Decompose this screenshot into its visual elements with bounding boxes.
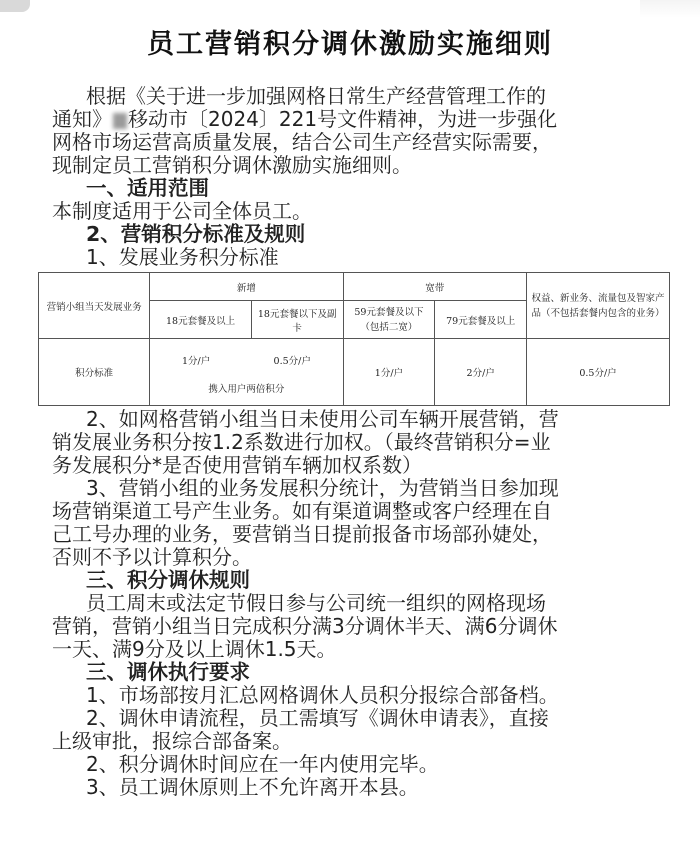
table-col-rights: 权益、新业务、流量包及智家产品（不包括套餐内包含的业务） — [527, 273, 670, 339]
section-4-item-4: 3、员工调休原则上不允许离开本县。 — [86, 775, 419, 799]
corner-shadow-left — [0, 0, 30, 12]
para-2-line-2: 销发展业务积分按1.2系数进行加权。（最终营销积分=业 — [52, 430, 551, 454]
redacted-mark — [113, 113, 127, 129]
table-col-79up: 79元套餐及以上 — [435, 301, 527, 339]
table-score-18up: 1分/户 — [181, 356, 211, 368]
para-2-line-3: 务发展积分*是否使用营销车辆加权系数） — [52, 453, 422, 477]
table-score-59down: 1分/户 — [343, 339, 435, 406]
table-group-new: 新增 — [150, 273, 343, 301]
document-title: 员工营销积分调休激励实施细则 — [147, 29, 553, 60]
table-score-rights: 0.5分/户 — [527, 339, 670, 406]
table-col-18down: 18元套餐以下及副卡 — [251, 301, 343, 339]
para-2-line-1: 2、如网格营销小组当日未使用公司车辆开展营销，营 — [86, 407, 559, 431]
corner-shadow-right — [640, 0, 700, 18]
section-3-heading: 三、积分调休规则 — [86, 568, 250, 592]
table-score-new — [150, 339, 343, 406]
section-2-sub-1: 1、发展业务积分标准 — [86, 245, 279, 269]
table-score-note: 携入用户两倍积分 — [208, 384, 285, 396]
table-score-79up: 2分/户 — [435, 339, 527, 406]
section-1-heading: 一、适用范围 — [86, 176, 209, 200]
section-4-item-3: 2、积分调休时间应在一年内使用完毕。 — [86, 752, 439, 776]
intro-block — [52, 85, 652, 269]
para-3-line-4: 否则不予以计算积分。 — [52, 545, 252, 569]
section-4-item-1: 1、市场部按月汇总网格调休人员积分报综合部备档。 — [86, 683, 559, 707]
section-3-line-2: 营销，营销小组当日完成积分满3分调休半天、满6分调休 — [52, 614, 558, 638]
intro-line-1: 根据《关于进一步加强网格日常生产经营管理工作的 — [86, 84, 546, 108]
intro-line-3: 网格市场运营高质量发展，结合公司生产经营实际需要， — [52, 130, 552, 154]
rules-block — [52, 408, 652, 799]
section-4-item-2: 2、调休申请流程，员工需填写《调休申请表》，直接 — [86, 706, 549, 730]
para-3-line-3: 己工号办理的业务，要营销当日提前报备市场部孙婕处， — [52, 522, 552, 546]
table-col-18up: 18元套餐及以上 — [150, 301, 252, 339]
section-3-line-1: 员工周末或法定节假日参与公司统一组织的网格现场 — [86, 591, 546, 615]
table-row-header: 营销小组当天发展业务 — [39, 273, 150, 339]
section-3-line-3: 一天、满9分及以上调休1.5天。 — [52, 637, 337, 661]
table-group-broadband: 宽带 — [343, 273, 527, 301]
intro-line-2 — [52, 108, 652, 131]
table-col-59down: 59元套餐及以下（包括二宽） — [343, 301, 435, 339]
para-3-line-1: 3、营销小组的业务发展积分统计，为营销当日参加现 — [86, 476, 559, 500]
section-2-heading: 2、营销积分标准及规则 — [86, 222, 306, 246]
intro-line-2a: 通知》 — [52, 107, 112, 131]
intro-line-2b: 移动市〔2024〕221号文件精神，为进一步强化 — [128, 107, 558, 131]
section-1-text: 本制度适用于公司全体员工。 — [52, 199, 312, 223]
table-score-label: 积分标准 — [39, 339, 150, 406]
section-4-item-2-cont: 上级审批，报综合部备案。 — [52, 729, 292, 753]
para-3-line-2: 场营销渠道工号产生业务。如有渠道调整或客户经理在自 — [52, 499, 552, 523]
score-table — [38, 272, 670, 406]
intro-line-4: 现制定员工营销积分调休激励实施细则。 — [52, 153, 412, 177]
section-4-heading: 三、调休执行要求 — [86, 660, 250, 684]
table-score-18down: 0.5分/户 — [273, 356, 311, 368]
